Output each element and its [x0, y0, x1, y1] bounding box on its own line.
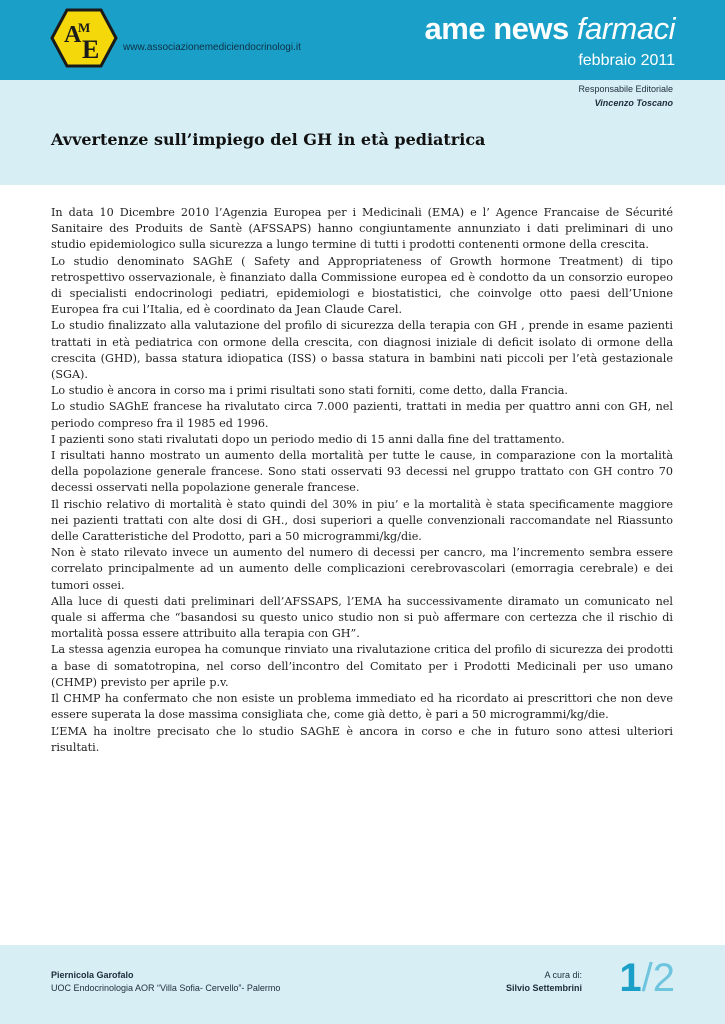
editor-role: Responsabile Editoriale [578, 84, 673, 94]
header-band [0, 0, 725, 80]
paragraph-12: Il CHMP ha confermato che non esiste un problema immediato ed ha ricordato ai prescrittori che non deve essere superata la dose massima consigliata che, come già detto, è pari a 50 microgrammi/kg/die. [51, 692, 673, 722]
article-body [51, 205, 673, 756]
author-name: Piernicola Garofalo [51, 970, 134, 980]
issue-date: febbraio 2011 [578, 52, 675, 69]
site-url-link[interactable]: www.associazionemediciendocrinologi.it [123, 42, 301, 53]
paragraph-3: Lo studio finalizzato alla valutazione del profilo di sicurezza della terapia con GH , prende in esame pazienti trattati in età pediatrica con ormone della crescita, con diagnosi iniziale di deficit isolato di ormone della crescita (GHD), bassa statura idiopatica (ISS) o bassa statura in bambini nati piccoli per l’età gestazionale (SGA). [51, 319, 673, 382]
page-current: 1 [619, 956, 642, 1000]
author-affiliation: UOC Endocrinologia AOR “Villa Sofia- Cervello”- Palermo [51, 983, 281, 993]
logo-letter-a: A [64, 22, 82, 48]
editor-name: Vincenzo Toscano [594, 98, 673, 108]
page-separator: / [641, 956, 653, 1000]
paragraph-8: Il rischio relativo di mortalità è stato quindi del 30% in piu’ e la mortalità è stata specificamente maggiore nei pazienti trattati con alte dosi di GH., dosi superiori a quelle convenzionali raccomandate nel Riassunto delle Caratteristiche del Prodotto, pari a 50 microgrammi/kg/die. [51, 497, 673, 544]
paragraph-7: I risultati hanno mostrato un aumento della mortalità per tutte le cause, in comparazione con la mortalità della popolazione generale francese. Sono stati osservati 93 decessi nel gruppo trattato con GH contro 70 decessi osservati nella popolazione generale francese. [51, 449, 673, 495]
article-title: Avvertenze sull’impiego del GH in età pediatrica [51, 130, 486, 149]
paragraph-9: Non è stato rilevato invece un aumento del numero di decessi per cancro, ma l’incremento sembra essere correlato principalmente ad un aumento delle complicazioni cerebrovascolari (emorragia cerebrale) e dei tumori ossei. [51, 546, 673, 592]
ame-logo [50, 8, 118, 68]
paragraph-6: I pazienti sono stati rivalutati dopo un periodo medio di 15 anni dalla fine del trattamento. [51, 432, 565, 446]
paragraph-11: La stessa agenzia europea ha comunque rinviato una rivalutazione critica del profilo di sicurezza dei prodotti a base di somatotropina, nel corso dell’incontro del Comitato per i Prodotti Medicinali per uso umano (CHMP) previsto per aprile p.v. [51, 643, 674, 689]
page-number [619, 956, 675, 1000]
paragraph-4: Lo studio è ancora in corso ma i primi risultati sono stati forniti, come detto, dalla Francia. [51, 384, 568, 398]
newsletter-brand [425, 12, 675, 46]
paragraph-1: In data 10 Dicembre 2010 l’Agenzia Europea per i Medicinali (EMA) e l’ Agence Francaise de Sécurité Sanitaire des Produits de Santè (AFSSAPS) hanno congiuntamente annunziato i dati preliminari di uno studio epidemiologico sulla sicurezza a lungo termine di tutti i prodotti contenenti ormone della crescita. [51, 206, 673, 252]
paragraph-10: Alla luce di questi dati preliminari dell’AFSSAPS, l’EMA ha successivamente diramato un comunicato nel quale si afferma che “basandosi su questo unico studio non si può affermare con certezza che il rischio di mortalità possa essere attribuito alla terapia con GH”. [51, 594, 673, 641]
paragraph-13: L’EMA ha inoltre precisato che lo studio SAGhE è ancora in corso e che in futuro sono attesi ulteriori risultati. [51, 724, 673, 754]
curator-label: A cura di: [544, 970, 582, 980]
page-total: 2 [652, 956, 675, 1000]
paragraph-5: Lo studio SAGhE francese ha rivalutato circa 7.000 pazienti, trattati in media per quattro anni con GH, nel periodo compreso fra il 1985 ed 1996. [51, 400, 673, 430]
logo-letter-e: E [82, 35, 100, 64]
logo-letter-m: M [78, 20, 91, 35]
brand-bold: ame news [424, 11, 569, 46]
curator-name: Silvio Settembrini [505, 983, 582, 993]
paragraph-2: Lo studio denominato SAGhE ( Safety and Appropriateness of Growth hormone Treatment) di tipo retrospettivo osservazionale, è finanziato dalla Commissione europea ed è condotto da un consorzio europeo di specialisti endocrinologi pediatri, epidemiologi e biostatistici, che coinvolge otto paesi dell’Unione Europea fra cui l’Italia, ed è coordinato da Jean Claude Carel. [51, 254, 673, 317]
brand-italic: farmaci [576, 11, 675, 46]
